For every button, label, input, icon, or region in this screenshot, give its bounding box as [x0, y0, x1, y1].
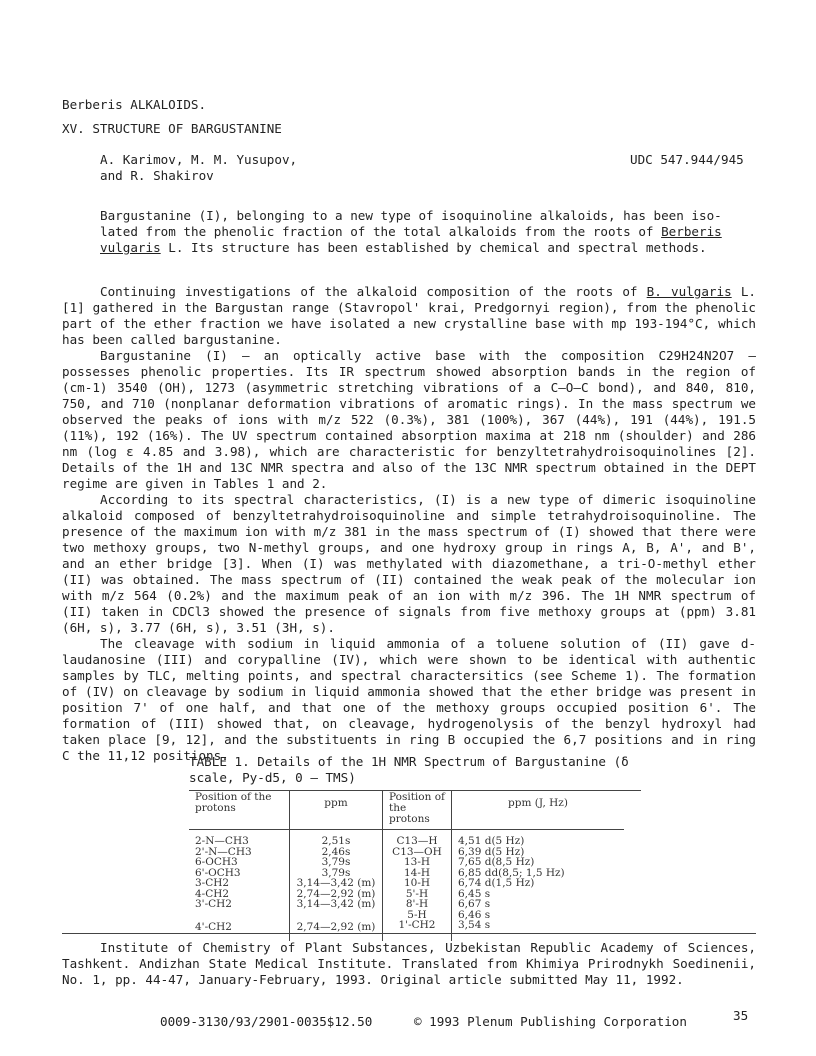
article-title: XV. STRUCTURE OF BARGUSTANINE [62, 121, 282, 136]
udc-code: UDC 547.944/945 [630, 152, 744, 167]
table-column-2: 2,51s 2,46s 3,79s 3,79s 3,14—3,42 (m) 2,74—2,92 (m) 3,14—3,42 (m) 2,74—2,92 (m) [290, 830, 383, 942]
footer-code: 0009-3130/93/2901-0035$12.50 [160, 1014, 373, 1029]
table-header-position: Position of the protons [189, 790, 290, 830]
table-header-ppm-j: ppm (J, Hz) [452, 790, 625, 830]
footer-copyright: © 1993 Plenum Publishing Corporation [414, 1014, 687, 1029]
table-caption-1: TABLE 1. Details of the 1H NMR Spectrum of Bargustanine (δ [189, 754, 629, 769]
paragraph-1: Continuing investigations of the alkaloid composition of the roots of B. vulgaris L. [1] gathered in the Bargustan range (Stavropol' krai, Predgornyi region), from the phenolic part of the ether fraction we have isolated a new crystalline base with mp 193-194°C, which has been called bargustanine. [62, 284, 757, 347]
footer-institute: Institute of Chemistry of Plant Substances, Uzbekistan Republic Academy of Sciences, Tashkent. Andizhan State Medical Institute. Translated from Khimiya Prirodnykh Soedinenii, No. 1, pp. 44-47, January-February, 1993. Original article submitted May 11, 1992. [62, 940, 756, 987]
abstract-line-2: lated from the phenolic fraction of the total alkaloids from the roots of Berberis [100, 224, 722, 239]
authors-line-1: A. Karimov, M. M. Yusupov, [100, 152, 298, 167]
nmr-table [189, 790, 624, 941]
abstract-line-3: vulgaris L. Its structure has been established by chemical and spectral methods. [100, 240, 707, 255]
table-header-ppm: ppm [290, 790, 383, 830]
series-title: Berberis ALKALOIDS. [62, 97, 207, 112]
abstract-line-1: Bargustanine (I), belonging to a new type of isoquinoline alkaloids, has been iso- [100, 208, 722, 223]
paragraph-4: The cleavage with sodium in liquid ammonia of a toluene solution of (II) gave d-laudanosine (III) and corypalline (IV), which were shown to be identical with authentic samples by TLC, melting points, and spectral charactersitics (see Scheme 1). The formation of (IV) on cleavage by sodium in liquid ammonia showed that the ether bridge was present in position 7' of one half, and that one of the methoxy groups occupied position 6'. The formation of (III) showed that, on cleavage, hydrogenolysis of the benzyl hydroxyl had taken place [9, 12], and the substituents in ring B occupied the 6,7 positions and in ring C the 11,12 positions. [62, 636, 756, 763]
paragraph-2: Bargustanine (I) — an optically active base with the composition C29H24N2O7 — possesses phenolic properties. Its IR spectrum showed absorption bands in the region of (cm-1) 3540 (OH), 1273 (asymmetric stretching vibrations of a C—O—C bond), and 840, 810, 750, and 710 (nonplanar deformation vibrations of aromatic rings). In the mass spectrum we observed the peaks of ions with m/z 522 (0.3%), 381 (100%), 367 (44%), 191 (44%), 191.5 (11%), 192 (16%). The UV spectrum contained absorption maxima at 218 nm (shoulder) and 286 nm (log ε 4.85 and 3.98), which are characteristic for benzyltetrahydroisoquinolines [2]. Details of the 1H and 13C NMR spectra and also of the 13C NMR spectrum obtained in the DEPT regime are given in Tables 1 and 2. [62, 348, 756, 491]
table-header-position-2: Position of the protons [383, 790, 452, 830]
page-number: 35 [733, 1008, 749, 1023]
paragraph-3: According to its spectral characteristics, (I) is a new type of dimeric isoquinoline alkaloid composed of benzyltetrahydroisoquinoline and simple tetrahydroisoquinoline. The presence of the maximum ion with m/z 381 in the mass spectrum of (I) showed that there were two methoxy groups, two N-methyl groups, and one hydroxy group in rings A, B, A', and B', and an ether bridge [3]. When (I) was methylated with diazomethane, a tri-O-methyl ether (II) was obtained. The mass spectrum of (II) contained the weak peak of the molecular ion with m/z 564 (0.2%) and the maximum peak of an ion with m/z 396. The 1H NMR spectrum of (II) taken in CDCl3 showed the presence of signals from five methoxy groups at (ppm) 3.81 (6H, s), 3.77 (6H, s), 3.51 (3H, s). [62, 492, 756, 635]
table-column-4: 4,51 d(5 Hz) 6,39 d(5 Hz) 7,65 d(8,5 Hz) 6,85 dd(8,5; 1,5 Hz) 6,74 d(1,5 Hz) 6,45 s 6,67 s 6,46 s 3,54 s [458, 835, 565, 931]
authors-line-2: and R. Shakirov [100, 168, 214, 183]
table-column-3: C13—H C13—OH 13-H 14-H 10-H 5'-H 8'-H 5-H 1'-CH2 [383, 830, 452, 942]
table-caption-2: scale, Py-d5, 0 — TMS) [189, 770, 356, 785]
table-column-1: 2-N—CH3 2'-N—CH3 6-OCH3 6'-OCH3 3-CH2 4-CH2 3'-CH2 4'-CH2 [189, 830, 290, 942]
